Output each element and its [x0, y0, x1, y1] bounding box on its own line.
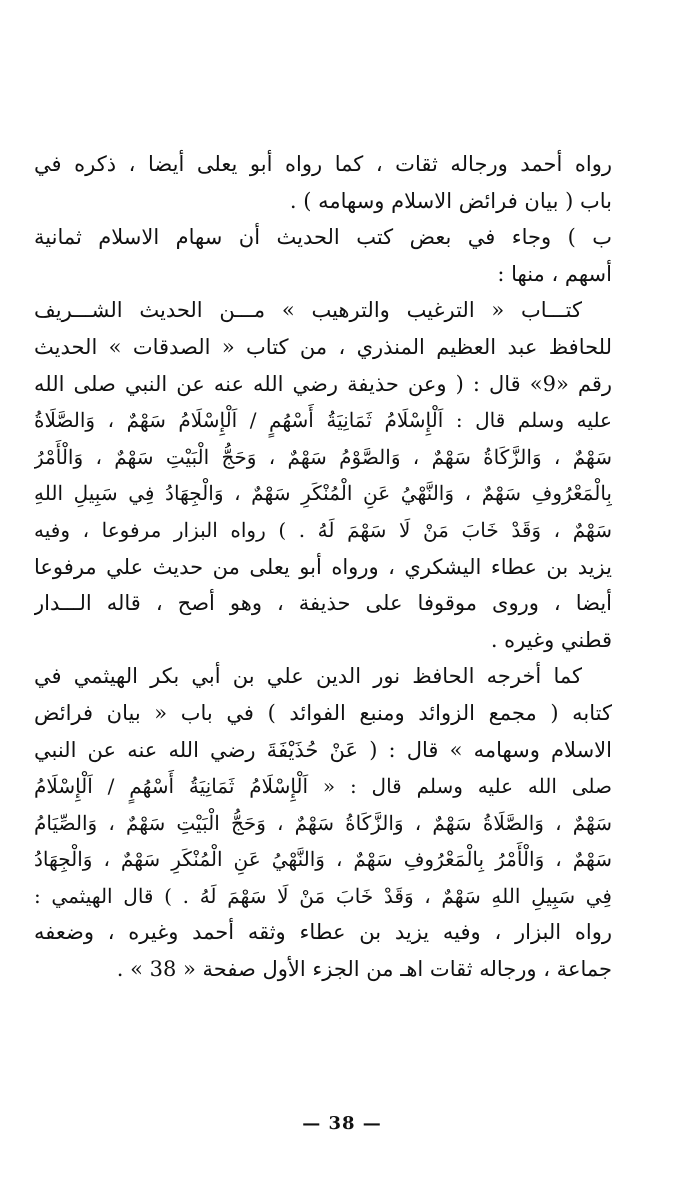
- text-line: للحافظ عبد العظيم المنذري ، من كتاب « الصدقات » الحديث: [34, 334, 612, 359]
- paragraph-2: [34, 219, 612, 292]
- text-line: سَهْمٌ ، وَالزَّكَاةُ سَهْمٌ ، وَالصَّوْمُ سَهْمٌ ، وَحَجُّ الْبَيْتِ سَهْمٌ ، وَالْأَمْرُ: [34, 444, 612, 469]
- document-page: [34, 146, 612, 988]
- text-line: الاسلام وسهامه » قال : ( عَنْ حُذَيْفَةَ رضي الله عنه عن النبي: [34, 737, 612, 762]
- text-line: كما أخرجه الحافظ نور الدين علي بن أبي بكر الهيثمي في: [34, 664, 582, 689]
- text-line: أسهم ، منها :: [497, 261, 612, 286]
- text-line: قطني وغيره .: [490, 627, 612, 652]
- text-line: سَهْمٌ ، وَالْأَمْرُ بِالْمَعْرُوفِ سَهْمٌ ، وَالنَّهْيُ عَنِ الْمُنْكَرِ سَهْمٌ ، وَالْجِهَادُ: [34, 847, 612, 872]
- text-line: يزيد بن عطاء اليشكري ، ورواه أبو يعلى من حديث علي مرفوعا: [34, 554, 612, 579]
- text-line: سَهْمٌ ، وَالصَّلَاةُ سَهْمٌ ، وَالزَّكَاةُ سَهْمٌ ، وَحَجُّ الْبَيْتِ سَهْمٌ ، وَالصِّيَامُ: [34, 810, 612, 835]
- text-line: ب ) وجاء في بعض كتب الحديث أن سهام الاسلام ثمانية: [34, 225, 612, 250]
- text-line: سَهْمٌ ، وَقَدْ خَابَ مَنْ لَا سَهْمَ لَهُ . ) رواه البزار مرفوعا ، وفيه: [34, 517, 612, 542]
- text-line: بِالْمَعْرُوفِ سَهْمٌ ، وَالنَّهْيُ عَنِ الْمُنْكَرِ سَهْمٌ ، وَالْجِهَادُ فِي سَبِيلِ اللهِ: [34, 481, 612, 506]
- text-line: كتابه ( مجمع الزوائد ومنبع الفوائد ) في باب « بيان فرائض: [34, 700, 612, 725]
- text-line: جماعة ، ورجاله ثقات اهـ من الجزء الأول صفحة « 38 » .: [116, 957, 612, 982]
- text-line: باب ( بيان فرائض الاسلام وسهامه ) .: [289, 188, 612, 213]
- text-line: صلى الله عليه وسلم قال : « اَلْإِسْلَامُ ثَمَانِيَةُ أَسْهُمٍ / اَلْإِسْلَامُ: [34, 774, 612, 799]
- page-number: — 38 —: [302, 1113, 382, 1134]
- text-line: كتـــاب « الترغيب والترهيب » مـــن الحديث الشـــريف: [34, 298, 582, 323]
- text-line: رقم «9» قال : ( وعن حذيفة رضي الله عنه عن النبي صلى الله: [34, 371, 612, 396]
- text-line: عليه وسلم قال : اَلْإِسْلَامُ ثَمَانِيَةُ أَسْهُمٍ / اَلْإِسْلَامُ سَهْمٌ ، وَالصَّلَاةُ: [34, 408, 612, 433]
- text-line: رواه أحمد ورجاله ثقات ، كما رواه أبو يعلى أيضا ، ذكره في: [34, 152, 612, 176]
- paragraph-1: [34, 146, 612, 219]
- paragraph-4: [34, 658, 612, 987]
- paragraph-3: [34, 292, 612, 658]
- text-line: فِي سَبِيلِ اللهِ سَهْمٌ ، وَقَدْ خَابَ مَنْ لَا سَهْمَ لَهُ . ) قال الهيثمي :: [34, 883, 612, 908]
- text-line: رواه البزار ، وفيه يزيد بن عطاء وثقه أحمد وغيره ، وضعفه: [34, 920, 612, 945]
- text-line: أيضا ، وروى موقوفا على حذيفة ، وهو أصح ، قاله الـــدار: [34, 591, 612, 616]
